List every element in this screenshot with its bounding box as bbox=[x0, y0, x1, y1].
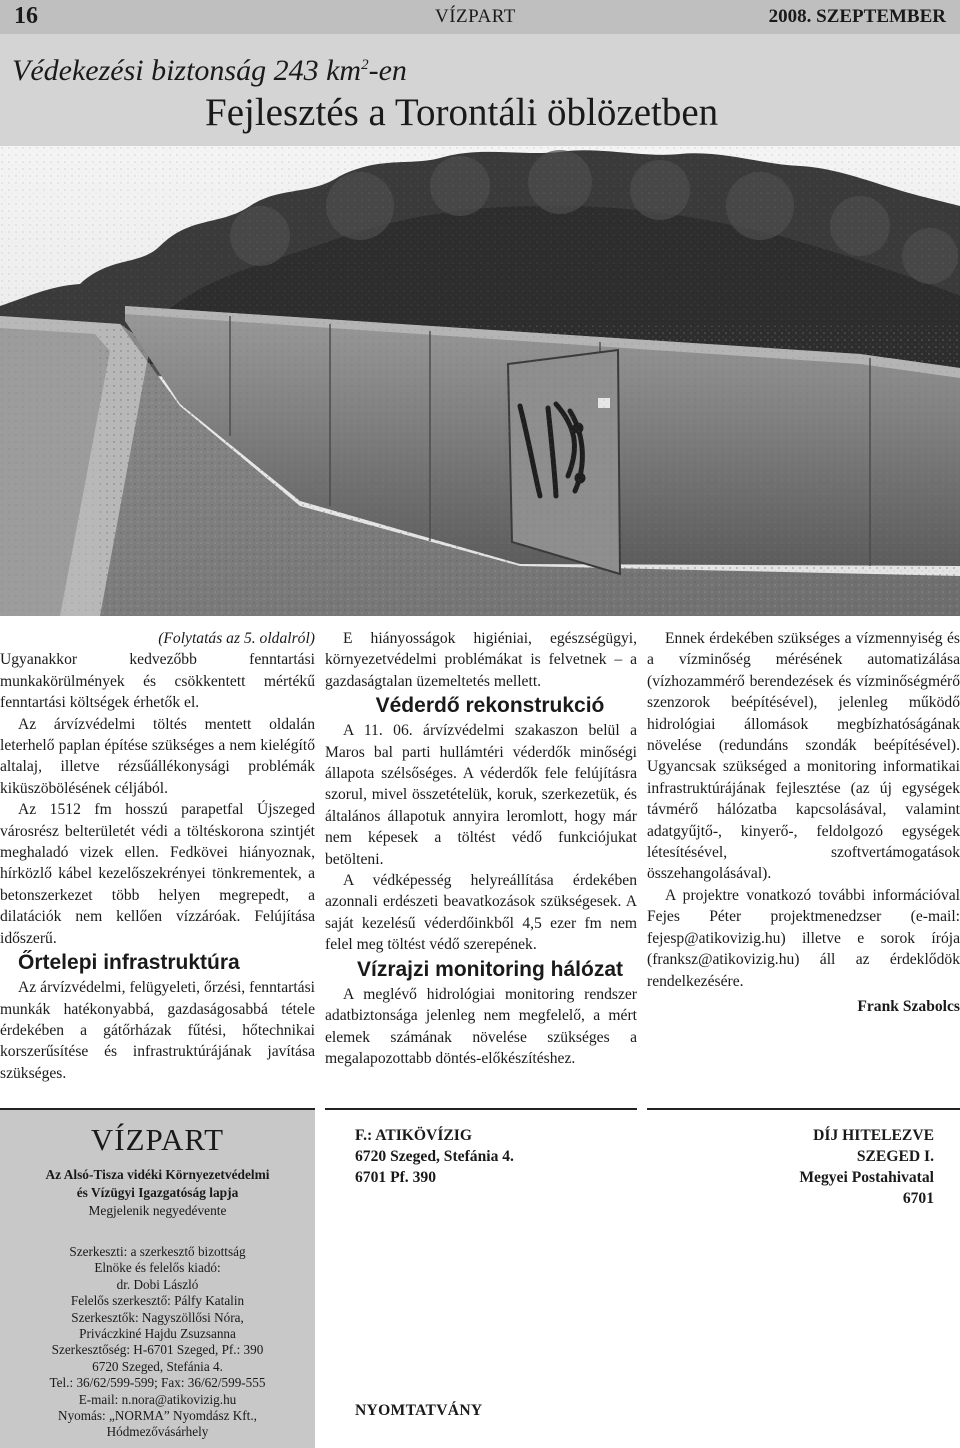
article-paragraph: E hiányosságok higiéniai, egészségügyi, környezetvédelmi problémákat is felvetnek – a gazdaságtalan üzemeltetés mellett. bbox=[325, 630, 637, 690]
staff-line: Felelős szerkesztő: Pálfy Katalin bbox=[70, 1293, 245, 1309]
publication-name: VÍZPART bbox=[435, 6, 516, 27]
staff-line: Priváczkiné Hajdu Zsuzsanna bbox=[79, 1326, 236, 1342]
postage-paid-notice: DÍJ HITELEZVE SZEGED I. Megyei Postahivatal 6701 bbox=[799, 1127, 934, 1207]
page-header-bar bbox=[0, 0, 960, 34]
article-column-3 bbox=[647, 628, 960, 1017]
title-banner bbox=[0, 34, 960, 146]
article-paragraph: Az 1512 fm hosszú parapetfal Újszeged városrész belterületét védi a töltéskorona szintjét meghaladó vizek ellen. Fedkövei hiányoznak, hírközlő kábel kezelőszekrényei tönkrementek, a betonszerkezet több helyen megrepedt, a dilatációk nem kellően vízzáróak. Felújítása időszerű. bbox=[0, 801, 315, 947]
kicker-title: Védekezési biztonság 243 $km^2-en$ bbox=[12, 54, 407, 87]
article-paragraph: Ugyanakkor kedvezőbb fenntartási munkakörülmények és csökkentett mértékű fenntartási költségek érhetők el. bbox=[0, 651, 315, 712]
staff-line: E-mail: n.nora@atikovizig.hu bbox=[78, 1391, 237, 1407]
masthead-staff bbox=[0, 1244, 315, 1441]
masthead-title: VÍZPART bbox=[90, 1122, 225, 1157]
article-paragraph: A védképesség helyreállítása érdekében azonnali erdészeti beavatkozások szükségesek. A saját kezelésű véderdőinkből 4,5 ezer fm nem felel meg töltést védő szerepének. bbox=[325, 872, 637, 954]
article-paragraph: A meglévő hidrológiai monitoring rendszer adatbiztonsága jelenleg nem megfelelő, a mért elemek számának növelése szükséges a megalapozottabb döntés-előkészítéshez. bbox=[325, 985, 637, 1067]
author-byline: Frank Szabolcs bbox=[857, 997, 960, 1015]
divider bbox=[325, 1108, 637, 1110]
masthead-frequency: Megjelenik negyedévente bbox=[88, 1203, 227, 1218]
staff-line: Elnöke és felelős kiadó: bbox=[94, 1260, 221, 1276]
page-number: 16 bbox=[14, 3, 38, 29]
staff-line: Tel.: 36/62/599-599; Fax: 36/62/599-555 bbox=[49, 1375, 266, 1391]
article-paragraph: Ennek érdekében szükséges a vízmennyiség és a vízminőség mérésének automatizálása (vízhozammérő berendezések és vízminőségmérő szenzorok beépítésével), jelenleg működő hidrológiai állomások megbízhatóságának növelése (redundáns szondák beépítésével). Ugyancsak szükséged a monitoring informatikai infrastruktúrájának fejlesztése (az új egységek távmérő hálózatba kapcsolásával, valamint adatgyűjtő-, kinyerő-, feldolgozó egységek létesítésével, szoftvertámogatások összehangolásával). bbox=[647, 630, 960, 883]
article-paragraph: Az árvízvédelmi töltés mentett oldalán leterhelő paplan építése szükséges a nem kielégítő altalaj, illetve rézsűállékonysági problémák kiküszöbölésének céljából. bbox=[0, 715, 315, 797]
masthead-organization: Az Alsó-Tisza vidéki Környezetvédelmi és Vízügyi Igazgatóság lapja bbox=[45, 1167, 270, 1200]
issue-date: 2008. SZEPTEMBER bbox=[768, 6, 946, 27]
staff-line: Szerkesztőség: H-6701 Szeged, Pf.: 390 bbox=[51, 1342, 264, 1358]
staff-line: Nyomás: „NORMA” Nyomdász Kft., bbox=[58, 1408, 257, 1424]
sender-address: F.: ATIKÖVÍZIG 6720 Szeged, Stefánia 4. 6701 Pf. 390 bbox=[355, 1127, 514, 1186]
divider bbox=[647, 1108, 960, 1110]
headline: Fejlesztés a Torontáli öblözetben bbox=[205, 91, 719, 134]
continuation-note: (Folytatás az 5. oldalról) bbox=[158, 630, 315, 647]
article-photo bbox=[0, 146, 960, 616]
staff-line: Szerkeszti: a szerkesztő bizottság bbox=[69, 1244, 246, 1259]
subheading: Vízrajzi monitoring hálózat bbox=[356, 957, 624, 981]
staff-line: dr. Dobi László bbox=[116, 1276, 199, 1292]
staff-line: Hódmezővásárhely bbox=[106, 1424, 209, 1440]
subheading: Őrtelepi infrastruktúra bbox=[18, 951, 240, 975]
printed-matter-label: NYOMTATVÁNY bbox=[355, 1402, 483, 1419]
article-paragraph: A 11. 06. árvízvédelmi szakaszon belül a Maros bal parti hullámtéri véderdők minőségi állapota szélsőséges. A véderdők fele felújításra szorul, mivel összetételük, koruk, szerkezetük, és általános állapotuk annyira leromlott, hogy már nem képesek a töltést védő funkciójukat betölteni. bbox=[325, 722, 637, 868]
article-column-1 bbox=[0, 628, 315, 1084]
masthead-box bbox=[0, 1110, 315, 1448]
article-paragraph: Az árvízvédelmi, felügyeleti, őrzési, fenntartási munkák hatékonyabbá, gazdaságosabbá tétele érdekében a gátőrházak fűtési, hőtechnikai korszerűsítése és infrastruktúrájának javítása szükséges. bbox=[0, 979, 315, 1082]
article-paragraph: A projektre vonatkozó további információval Fejes Péter projektmenedzser (e-mail: fejesp@atikovizig.hu) illetve e sorok írója (franksz@atikovizig.hu) áll az érdeklődök rendelkezésére. bbox=[647, 886, 960, 990]
staff-line: Szerkesztők: Nagyszöllősi Nóra, bbox=[71, 1309, 244, 1325]
article-column-2 bbox=[325, 628, 637, 1069]
staff-line: 6720 Szeged, Stefánia 4. bbox=[92, 1358, 223, 1374]
subheading: Véderdő rekonstrukció bbox=[375, 694, 605, 718]
